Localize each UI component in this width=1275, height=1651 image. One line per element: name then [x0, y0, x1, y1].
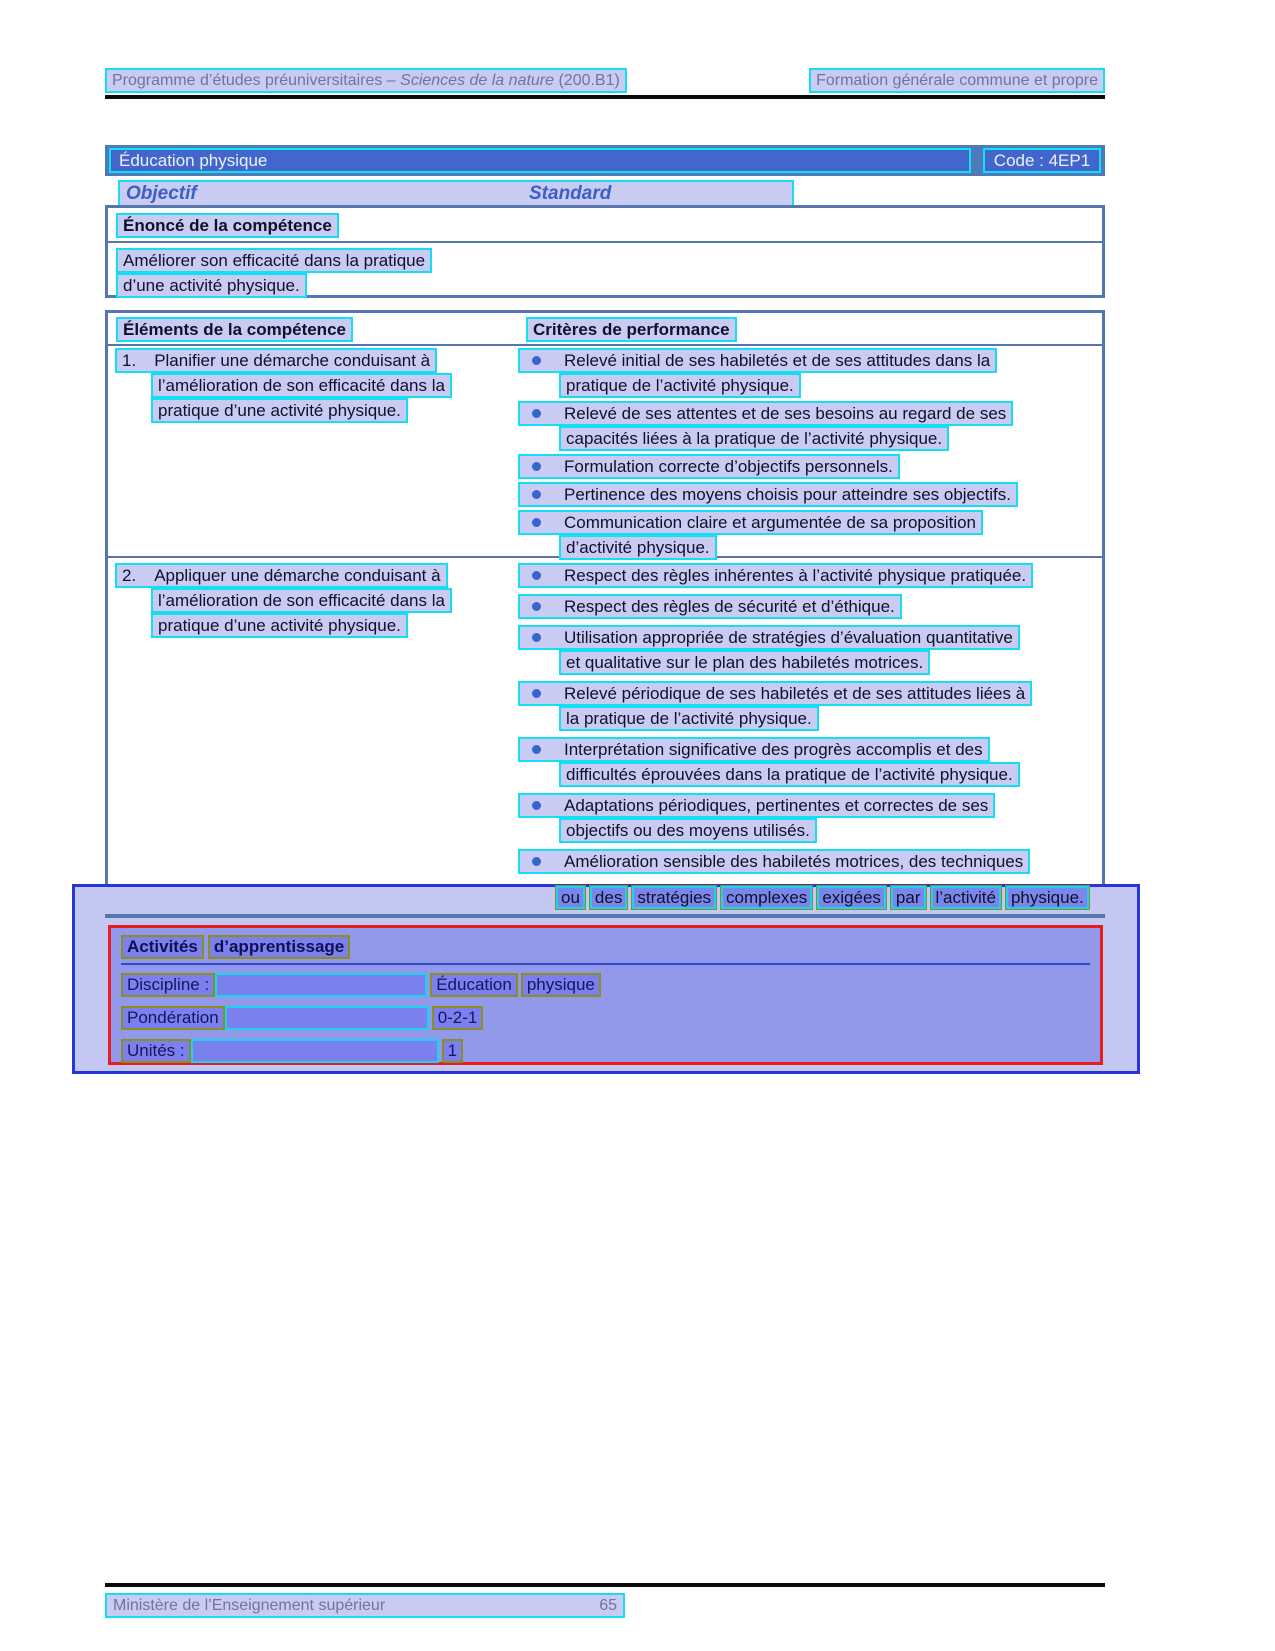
element-line: pratique d’une activité physique. [151, 398, 408, 423]
bullet-icon [532, 462, 541, 471]
criterion-item [518, 348, 1103, 398]
criterion-line: la pratique de l’activité physique. [559, 706, 819, 731]
criterion-item [518, 454, 1103, 479]
enonce-line: Améliorer son efficacité dans la pratique [116, 248, 432, 273]
objectif-standard-band [118, 180, 794, 207]
criterion-item [518, 793, 1103, 843]
header-left-post: (200.B1) [554, 72, 620, 89]
enonce-line: d’une activité physique. [116, 273, 307, 298]
course-code: Code : 4EP1 [983, 148, 1101, 173]
criterion-line [518, 454, 900, 479]
criterion-line [518, 625, 1020, 650]
element-line: l’amélioration de son efficacité dans la [151, 588, 452, 613]
criterion-text: Interprétation significative des progrès accomplis et des [564, 740, 983, 759]
activity-value-word: 1 [442, 1039, 463, 1063]
criterion-line [518, 482, 1018, 507]
activity-row-discipline [121, 973, 1090, 997]
element-line [115, 348, 437, 373]
criterion-text: Adaptations périodiques, pertinentes et correctes de ses [564, 796, 989, 815]
header-left-italic: Sciences de la nature [400, 72, 555, 89]
enonce-header: Énoncé de la compétence [116, 213, 339, 238]
criterion-item [518, 482, 1103, 507]
word-chip: complexes [721, 886, 812, 909]
bullet-icon [532, 571, 541, 580]
criterion-line [518, 563, 1033, 588]
criterion-line: capacités liées à la pratique de l’activité physique. [559, 426, 949, 451]
activity-row-unites [121, 1039, 1090, 1063]
overflow-word-line [556, 886, 1089, 909]
activities-header-word: Activités [121, 935, 204, 959]
col2-header: Critères de performance [526, 317, 737, 342]
activities-separator [121, 963, 1090, 965]
criterion-line: d’activité physique. [559, 535, 717, 560]
header-left [105, 68, 627, 93]
standard-label: Standard [529, 183, 612, 204]
criterion-line [518, 681, 1032, 706]
word-chip: l’activité [931, 886, 1001, 909]
word-chip: des [590, 886, 627, 909]
activity-filler [191, 1039, 439, 1063]
header-separator [108, 344, 1102, 346]
activity-label: Pondération [121, 1006, 225, 1030]
criterion-text: Relevé périodique de ses habiletés et de ses attitudes liées à [564, 684, 1026, 703]
bullet-icon [532, 745, 541, 754]
word-chip: physique. [1006, 886, 1089, 909]
enonce-separator [108, 241, 1102, 243]
criterion-line: objectifs ou des moyens utilisés. [559, 818, 817, 843]
bullet-icon [532, 490, 541, 499]
activity-value-word: physique [521, 973, 601, 997]
word-chip: ou [556, 886, 585, 909]
activity-filler [215, 973, 427, 997]
bullet-icon [532, 857, 541, 866]
criterion-text: Communication claire et argumentée de sa proposition [564, 513, 977, 532]
bullet-icon [532, 689, 541, 698]
element-line: l’amélioration de son efficacité dans la [151, 373, 452, 398]
word-chip: exigées [817, 886, 886, 909]
competence-table [105, 310, 1105, 918]
enonce-table [105, 205, 1105, 298]
activity-filler [225, 1006, 429, 1030]
bullet-icon [532, 518, 541, 527]
activity-label: Discipline : [121, 973, 215, 997]
title-bar [105, 145, 1105, 176]
criterion-item [518, 625, 1103, 675]
criterion-line [518, 793, 995, 818]
col1-header: Éléments de la compétence [116, 317, 353, 342]
enonce-body [116, 248, 432, 298]
criterion-text: Pertinence des moyens choisis pour atteindre ses objectifs. [564, 485, 1011, 504]
course-title: Éducation physique [109, 148, 971, 173]
criterion-line: difficultés éprouvées dans la pratique de l’activité physique. [559, 762, 1020, 787]
element-cell-2 [115, 563, 510, 638]
criterion-line [518, 401, 1013, 426]
activities-header-word: d’apprentissage [208, 935, 350, 959]
header-right: Formation générale commune et propre [809, 68, 1105, 93]
page-number: 65 [599, 1597, 617, 1614]
bullet-icon [532, 801, 541, 810]
element-line: pratique d’une activité physique. [151, 613, 408, 638]
criterion-item [518, 737, 1103, 787]
criterion-text: Utilisation appropriée de stratégies d’évaluation quantitative [564, 628, 1013, 647]
header-left-pre: Programme d’études préuniversitaires – [112, 72, 401, 89]
bullet-icon [532, 356, 541, 365]
criterion-line [518, 737, 990, 762]
word-chip: stratégies [632, 886, 716, 909]
element-text: Planifier une démarche conduisant à [154, 351, 431, 370]
table-bottom-border-strip [105, 914, 1105, 918]
activity-value-word: 0-2-1 [432, 1006, 484, 1030]
element-number: 1. [122, 351, 137, 370]
objectif-label: Objectif [126, 183, 197, 204]
criterion-line [518, 510, 983, 535]
criterion-text: Amélioration sensible des habiletés motrices, des techniques [564, 852, 1024, 871]
criterion-text: Respect des règles inhérentes à l’activité physique pratiquée. [564, 566, 1027, 585]
activity-value-word: Éducation [430, 973, 518, 997]
criterion-line [518, 849, 1030, 874]
activity-label: Unités : [121, 1039, 191, 1063]
activity-row-ponderation [121, 1006, 1090, 1030]
element-line [115, 563, 448, 588]
criterion-item [518, 849, 1103, 874]
criteria-cell-2 [518, 563, 1103, 880]
element-cell-1 [115, 348, 510, 423]
criterion-text: Formulation correcte d’objectifs personnels. [564, 457, 893, 476]
criterion-item [518, 594, 1103, 619]
criterion-item [518, 681, 1103, 731]
activities-panel [108, 925, 1103, 1065]
criterion-line [518, 348, 997, 373]
criterion-text: Relevé de ses attentes et de ses besoins au regard de ses [564, 404, 1007, 423]
bullet-icon [532, 409, 541, 418]
criterion-line: et qualitative sur le plan des habiletés motrices. [559, 650, 930, 675]
criteria-cell-1 [518, 348, 1103, 563]
criterion-item [518, 510, 1103, 560]
ministry-label: Ministère de l’Enseignement supérieur [113, 1597, 386, 1614]
criterion-line [518, 594, 902, 619]
element-text: Appliquer une démarche conduisant à [154, 566, 441, 585]
criterion-text: Relevé initial de ses habiletés et de ses attitudes dans la [564, 351, 991, 370]
bullet-icon [532, 602, 541, 611]
top-rule [105, 95, 1105, 99]
activities-header [121, 935, 1090, 959]
criterion-line: pratique de l’activité physique. [559, 373, 801, 398]
element-number: 2. [122, 566, 137, 585]
footer-rule [105, 1583, 1105, 1587]
footer-bar [105, 1593, 625, 1618]
criterion-text: Respect des règles de sécurité et d’éthique. [564, 597, 895, 616]
page-header [105, 68, 1105, 93]
word-chip: par [891, 886, 926, 909]
bullet-icon [532, 633, 541, 642]
criterion-item [518, 563, 1103, 588]
criterion-item [518, 401, 1103, 451]
